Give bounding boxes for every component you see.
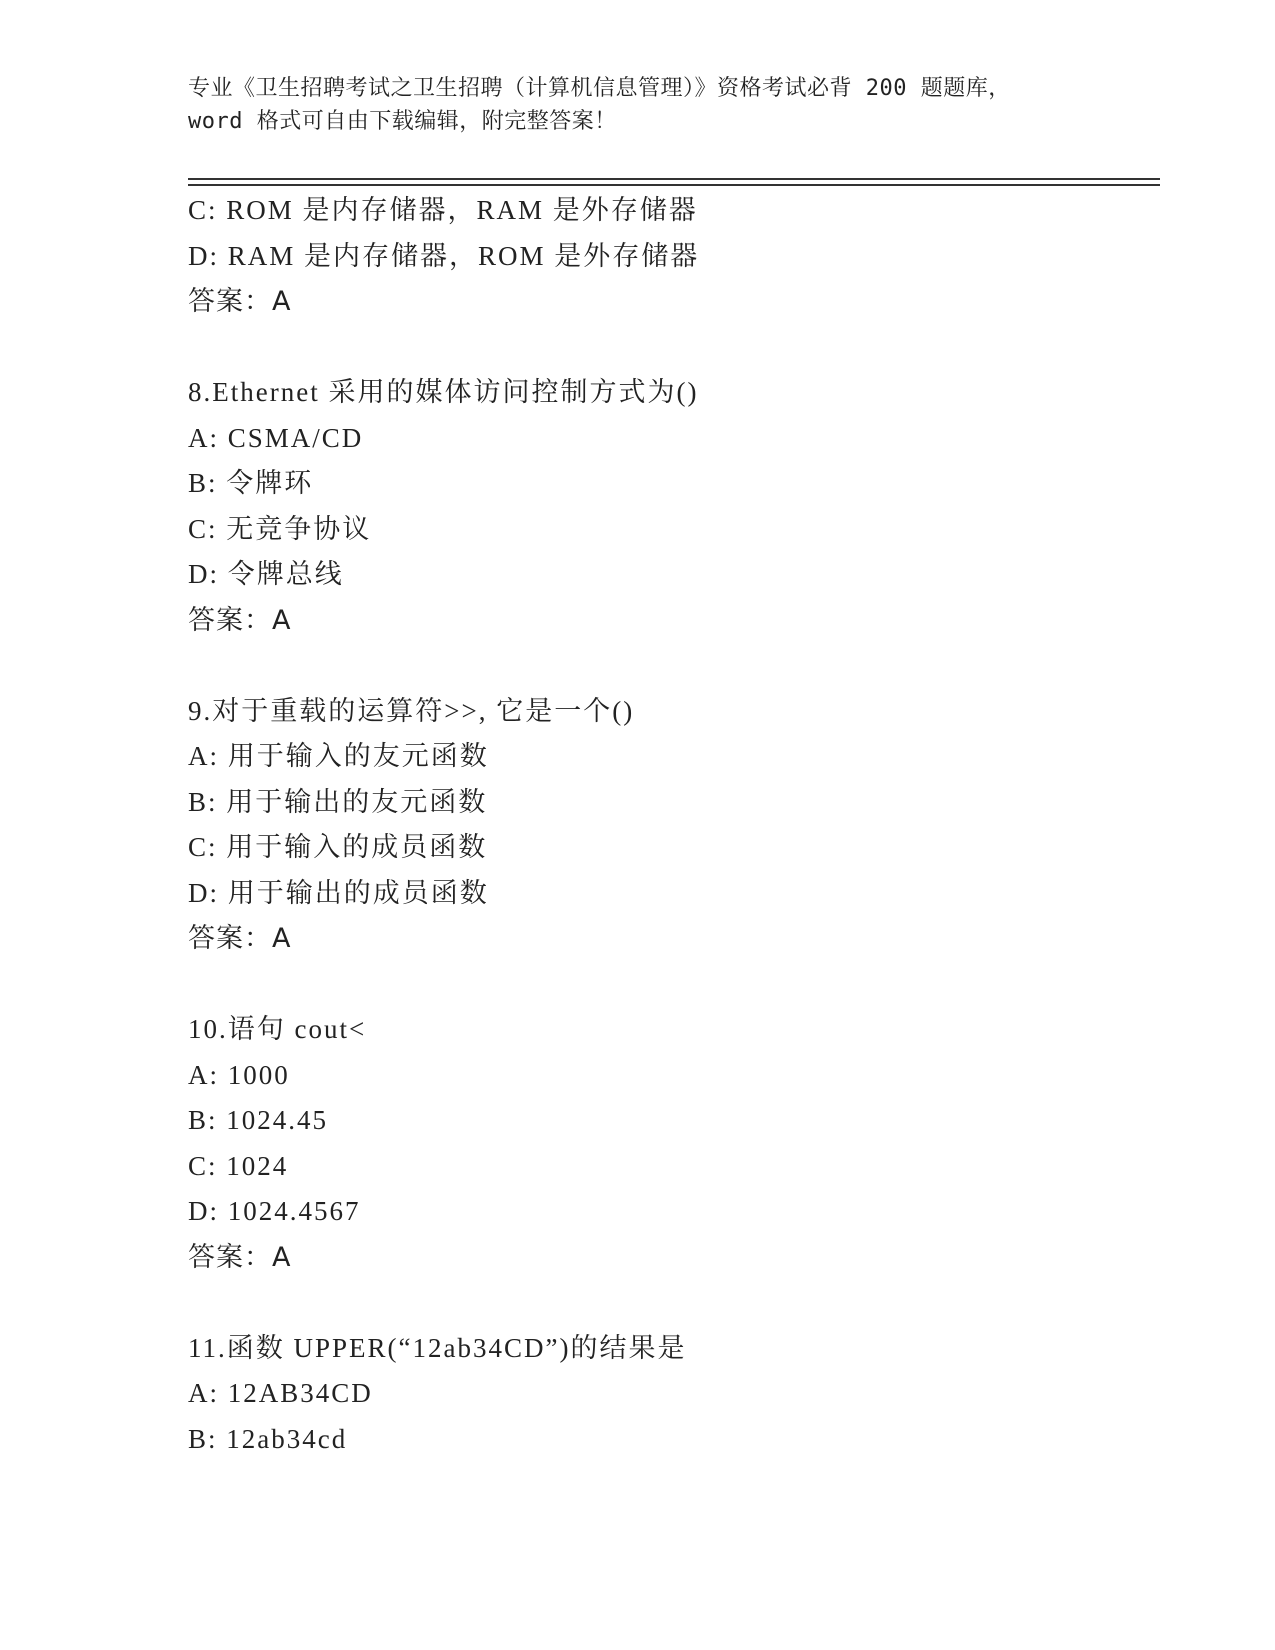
header-divider-bottom	[188, 184, 1160, 186]
question-9-option-b: B: 用于输出的友元函数	[188, 786, 488, 817]
question-11-block	[188, 1326, 1148, 1463]
header-line-1: 专业《卫生招聘考试之卫生招聘（计算机信息管理）》资格考试必背 200 题题库，	[188, 76, 1011, 101]
question-10-option-d: D: 1024.4567	[188, 1196, 361, 1226]
question-9-option-a: A: 用于输入的友元函数	[188, 741, 489, 771]
question-10-option-a: A: 1000	[188, 1059, 290, 1090]
question-8-option-d: D: 令牌总线	[188, 559, 344, 589]
question-11-option-b: B: 12ab34cd	[188, 1423, 348, 1454]
question-10-option-b: B: 1024.45	[188, 1105, 329, 1135]
question-7-option-d: D: RAM 是内存储器，ROM 是外存储器	[188, 240, 700, 271]
header-divider-top	[188, 178, 1160, 180]
question-7-block	[188, 188, 1148, 325]
question-8-option-c: C: 无竞争协议	[188, 513, 372, 544]
question-10-option-c: C: 1024	[188, 1150, 289, 1181]
question-list	[188, 188, 1148, 1462]
question-9-option-d: D: 用于输出的成员函数	[188, 877, 489, 908]
document-header	[188, 72, 1088, 138]
question-8-answer: 答案：A	[188, 604, 292, 636]
question-7-option-c: C: ROM 是内存储器，RAM 是外存储器	[188, 195, 698, 225]
question-9-text: 9.对于重载的运算符>>, 它是一个()	[188, 695, 635, 726]
question-8-option-a: A: CSMA/CD	[188, 422, 364, 453]
header-line-2: word 格式可自由下载编辑，附完整答案！	[188, 109, 617, 134]
question-10-text: 10.语句 cout<	[188, 1014, 367, 1044]
question-9-block	[188, 689, 1148, 962]
question-7-answer: 答案：A	[188, 286, 292, 317]
question-9-option-c: C: 用于输入的成员函数	[188, 832, 488, 862]
question-11-text: 11.函数 UPPER(“12ab34CD”)的结果是	[188, 1332, 687, 1363]
question-11-option-a: A: 12AB34CD	[188, 1378, 373, 1408]
question-8-text: 8.Ethernet 采用的媒体访问控制方式为()	[188, 377, 699, 407]
question-8-block	[188, 370, 1148, 643]
question-10-block	[188, 1007, 1148, 1280]
question-9-answer: 答案：A	[188, 923, 292, 954]
question-10-answer: 答案：A	[188, 1241, 292, 1273]
question-8-option-b: B: 令牌环	[188, 468, 314, 498]
